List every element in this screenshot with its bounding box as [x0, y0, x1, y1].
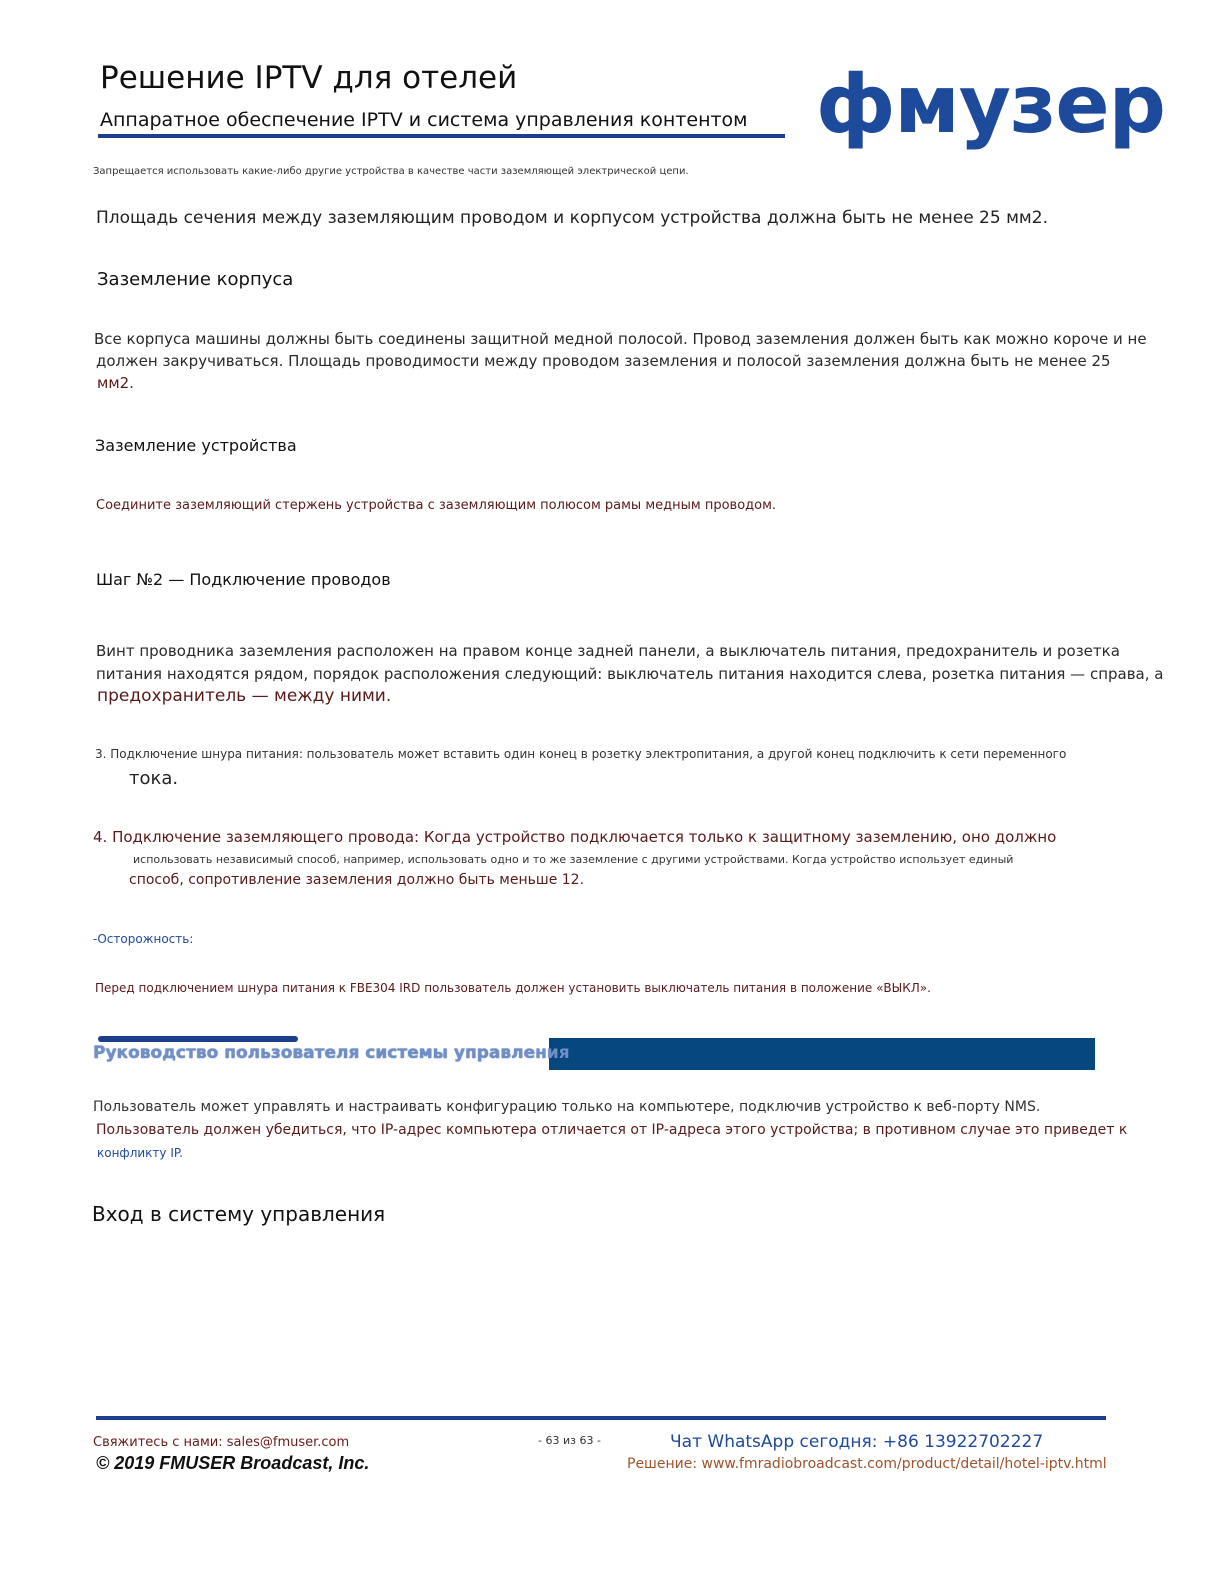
caution-label: -Осторожность: — [93, 932, 194, 946]
page-number: - 63 из 63 - — [538, 1434, 601, 1447]
device-paragraph: Соедините заземляющий стержень устройства с заземляющим полюсом рамы медным проводом. — [96, 498, 777, 513]
grounding-note: Запрещается использовать какие-либо другие устройства в качестве части заземляющей электрической цепи. — [93, 166, 689, 177]
section-title: Руководство пользователя системы управления — [93, 1043, 570, 1063]
nms-paragraph-line-1: Пользователь может управлять и настраивать конфигурацию только на компьютере, подключив устройство к веб-порту NMS. — [93, 1099, 1041, 1115]
case-paragraph-line-3: мм2. — [97, 374, 134, 392]
page-title: Решение IPTV для отелей — [100, 60, 518, 96]
item-4-line-2: использовать независимый способ, например, использовать одно и то же заземление с другими устройствами. Когда устройство использует единый — [133, 853, 1014, 866]
step2-paragraph-line-1: Винт проводника заземления расположен на правом конце задней панели, а выключатель питания, предохранитель и розетка — [96, 642, 1120, 660]
footer-copyright: © 2019 FMUSER Broadcast, Inc. — [96, 1453, 370, 1473]
footer-solution-link[interactable]: Решение: www.fmradiobroadcast.com/product/detail/hotel-iptv.html — [627, 1456, 1107, 1472]
section-bar-accent — [98, 1036, 298, 1042]
step2-paragraph-line-3: предохранитель — между ними. — [97, 686, 392, 706]
nms-paragraph-line-2: Пользователь должен убедиться, что IP-адрес компьютера отличается от IP-адреса этого устройства; в противном случае это приведет к — [96, 1122, 1128, 1138]
case-paragraph-line-2: должен закручиваться. Площадь проводимости между проводом заземления и полосой заземления должна быть не менее 25 — [96, 352, 1111, 370]
nms-paragraph-line-3: конфликту IP. — [97, 1146, 184, 1160]
heading-login: Вход в систему управления — [92, 1202, 386, 1226]
footer-divider — [96, 1416, 1106, 1420]
caution-paragraph: Перед подключением шнура питания к FBE304 IRD пользователь должен установить выключатель питания в положение «ВЫКЛ». — [95, 981, 931, 995]
case-paragraph-line-1: Все корпуса машины должны быть соединены защитной медной полосой. Провод заземления должен быть как можно короче и не — [94, 330, 1147, 348]
item-3-line-2: тока. — [129, 768, 179, 789]
brand-logo: фмузер — [816, 58, 1165, 151]
section-bar — [549, 1038, 1095, 1070]
header-divider — [98, 134, 785, 138]
item-3-line-1: 3. Подключение шнура питания: пользователь может вставить один конец в розетку электропитания, а другой конец подключить к сети переменного — [95, 747, 1067, 761]
heading-case-grounding: Заземление корпуса — [97, 269, 294, 290]
item-4-line-3: способ, сопротивление заземления должно быть меньше 12. — [129, 872, 585, 888]
footer-contact: Свяжитесь с нами: sales@fmuser.com — [93, 1435, 350, 1450]
item-4-line-1: 4. Подключение заземляющего провода: Когда устройство подключается только к защитному заземлению, оно должно — [93, 828, 1057, 846]
footer-whatsapp: Чат WhatsApp сегодня: +86 13922702227 — [670, 1432, 1044, 1452]
step2-paragraph-line-2: питания находятся рядом, порядок расположения следующий: выключатель питания находится слева, розетка питания — справа, а — [96, 665, 1164, 683]
page-subtitle: Аппаратное обеспечение IPTV и система управления контентом — [100, 109, 748, 131]
heading-device-grounding: Заземление устройства — [95, 436, 297, 455]
heading-step-2: Шаг №2 — Подключение проводов — [96, 570, 391, 589]
cross-section-note: Площадь сечения между заземляющим проводом и корпусом устройства должна быть не менее 25 мм2. — [96, 208, 1048, 228]
